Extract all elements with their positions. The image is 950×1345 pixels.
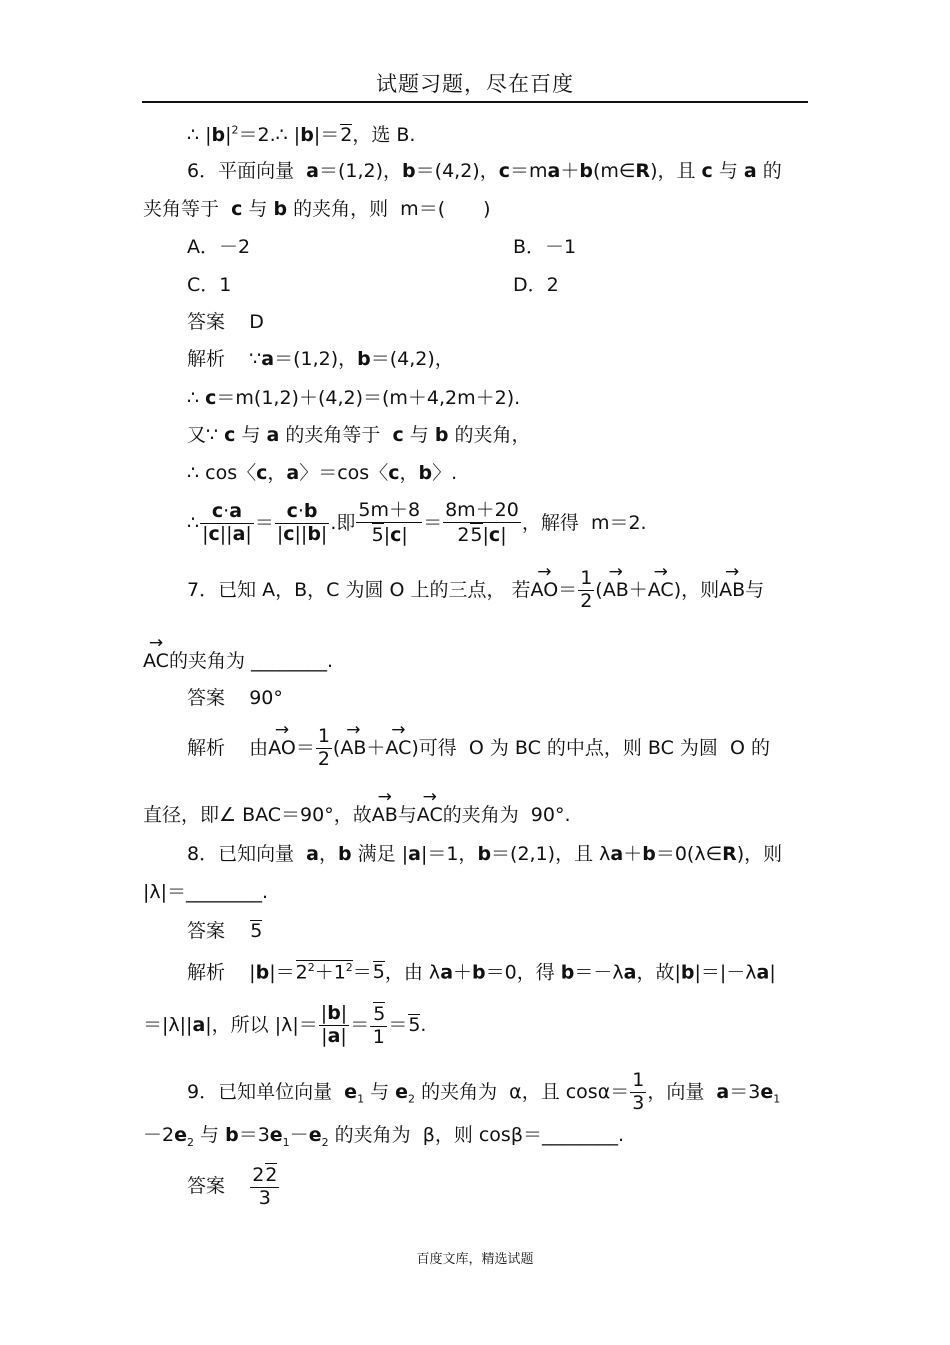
q6-analysis-line5: ∴ $\frac{c\cdot a}{|c||a|}$ ＝ $\frac{c\cdot b}{|c||b|}$ .即 $\frac{5m+8}{5|c|}$ ＝ $\frac{8m+20}{25|c|}$ ，解得 m＝2. [187, 499, 647, 546]
q7-analysis-line2: 直径，即∠ BAC＝90°，故→ AB与→ AC的夹角为 90°. [143, 806, 571, 825]
q6-option-c: C．1 [187, 274, 232, 296]
q6-option-b: B．－1 [513, 236, 577, 258]
q9-answer: 答案 $\frac{22}{3}$ [187, 1164, 278, 1209]
page-header: 试题习题，尽在百度 [376, 72, 574, 96]
analysis-label: 解析 [187, 961, 226, 984]
q6-stem-line2: 夹角等于 c 与 b 的夹角，则 m＝( ) [143, 198, 491, 220]
q8-analysis-line1: 解析 $|b|=2^2+1^2=5$，由 λa＋b＝0，得 b＝－λa，故|b|＝|－λa| [187, 961, 776, 984]
q6-analysis-line2: ∴ c＝m(1,2)＋(4,2)＝(m＋4,2m＋2). [187, 387, 521, 409]
answer-label: 答案 [187, 311, 226, 333]
q7-stem-line1: 7．已知 A，B，C 为圆 O 上的三点， 若→ AO＝ $\frac{1}{2}$ (→ AB＋→ AC)，则→ AB与 [187, 568, 764, 613]
q7-answer [187, 689, 283, 708]
q7-analysis-line1: 解析 由→ AO＝ $\frac{1}{2}$ (→ AB＋→ AC)可得 O 为 BC 的中点，则 BC 为圆 O 的 [187, 726, 770, 771]
answer-label: 答案 [187, 1174, 226, 1197]
q9-stem-line2: $-2e_2$ 与 $b=3e_1-e_2$ 的夹角为 β，则 cosβ＝________. [143, 1124, 624, 1149]
q6-option-d: D．2 [513, 274, 559, 296]
q7-answer-value: 90° [249, 687, 283, 709]
q8-stem-line1: 8．已知向量 a，b 满足 |a|＝1，b＝(2,1)，且 λa＋b＝0(λ∈R)，则 [187, 843, 783, 865]
q6-answer [187, 313, 264, 332]
answer-label: 答案 [187, 687, 226, 709]
q8-analysis-line2: ＝|λ||a|，所以 |λ|＝ $\frac{|b|}{|a|}$ ＝ $\frac{5}{1}$ ＝5. [143, 1002, 427, 1048]
q6-analysis-line3: 又∵ c 与 a 的夹角等于 c 与 b 的夹角， [187, 424, 531, 446]
q6-analysis-line4: ∴ cos〈c，a〉＝cos〈c，b〉. [187, 462, 458, 484]
header-rule [142, 101, 808, 103]
page-footer: 百度文库，精选试题 [416, 1252, 534, 1267]
answer-label: 答案 [187, 920, 226, 942]
q6-answer-value: D [249, 311, 264, 333]
q5-conclusion: ∴ $|b|^2=2.\therefore$ |b|＝2，选 B. [187, 123, 416, 146]
analysis-label: 解析 [187, 736, 226, 759]
q8-stem-line2: |λ|＝________. [143, 881, 269, 903]
q9-stem-line1: 9．已知单位向量 $e_1$ 与 $e_2$ 的夹角为 α，且 cosα＝ $\frac{1}{3}$ ，向量 $a=3e_1$ [187, 1069, 781, 1114]
q6-option-a: A．－2 [187, 236, 251, 258]
analysis-label: 解析 [187, 348, 226, 370]
q6-analysis-line1: 解析 ∵a＝(1,2)，b＝(4,2)， [187, 348, 454, 370]
q6-stem-line1: 6．平面向量 a＝(1,2)，b＝(4,2)，c＝ma＋b(m∈R)，且 c 与 a 的 [187, 160, 782, 182]
q8-answer: 答案 5 [187, 920, 263, 942]
q7-stem-line2: → AC的夹角为 ________. [143, 652, 333, 671]
